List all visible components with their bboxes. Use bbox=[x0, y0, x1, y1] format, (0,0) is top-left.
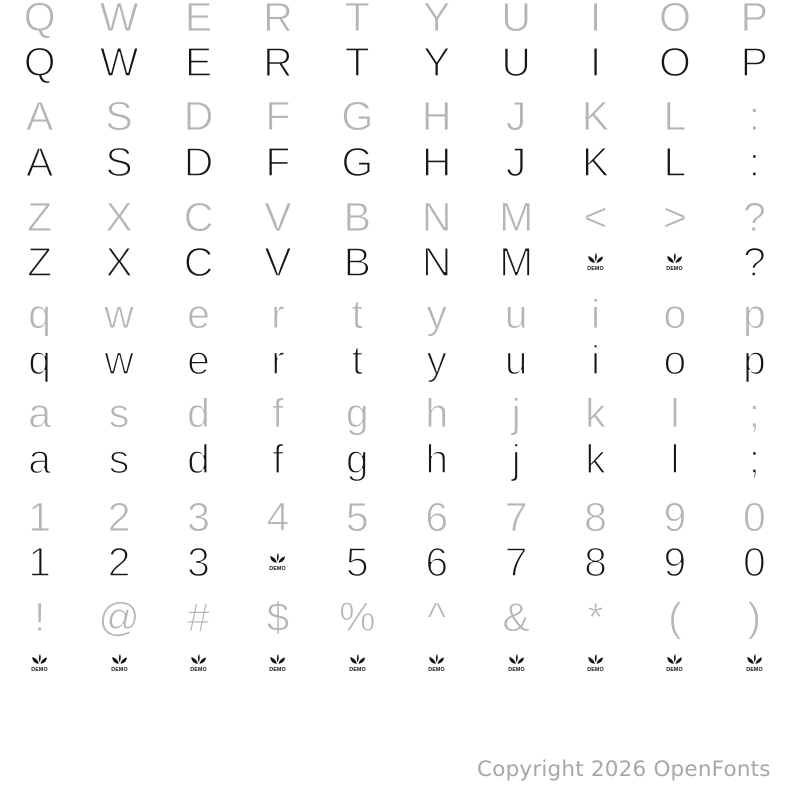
glyph-cell: a bbox=[28, 390, 52, 436]
glyph-cell: i bbox=[590, 291, 601, 337]
glyph-cell: o bbox=[663, 291, 687, 337]
glyph-cell: q bbox=[28, 291, 52, 337]
glyph-cell: ? bbox=[742, 239, 766, 285]
glyph-row bbox=[0, 0, 794, 40]
glyph-cell: e bbox=[187, 337, 210, 383]
glyph-cell: t bbox=[351, 337, 364, 383]
glyph-cell: t bbox=[351, 291, 364, 337]
glyph-cell: K bbox=[581, 93, 610, 139]
glyph-cell: F bbox=[265, 93, 291, 139]
glyph-cell: C bbox=[183, 194, 214, 240]
demo-ornament-icon bbox=[266, 551, 289, 571]
glyph-cell: K bbox=[581, 139, 610, 185]
glyph-cell: 6 bbox=[425, 539, 449, 585]
glyph-cell: d bbox=[187, 436, 210, 482]
demo-glyph-cell bbox=[715, 640, 794, 686]
glyph-cell: S bbox=[105, 93, 133, 139]
demo-label: DEMO bbox=[587, 266, 604, 271]
demo-glyph-cell bbox=[238, 640, 317, 686]
demo-glyph-cell bbox=[635, 239, 714, 285]
copyright-text: Copyright 2026 OpenFonts bbox=[477, 757, 771, 782]
demo-ornament-icon bbox=[425, 652, 448, 672]
glyph-cell: 2 bbox=[107, 539, 131, 585]
glyph-cell: Z bbox=[27, 194, 53, 240]
demo-ornament-icon bbox=[187, 652, 210, 672]
glyph-row bbox=[0, 594, 794, 640]
glyph-cell: a bbox=[28, 436, 52, 482]
glyph-cell: w bbox=[104, 337, 134, 383]
glyph-cell: W bbox=[99, 0, 139, 40]
glyph-cell: q bbox=[28, 337, 52, 383]
glyph-cell: B bbox=[343, 194, 371, 240]
glyph-cell: ! bbox=[34, 594, 46, 640]
glyph-cell: : bbox=[748, 93, 761, 139]
glyph-cell: h bbox=[425, 390, 449, 436]
demo-label: DEMO bbox=[190, 667, 207, 672]
glyph-cell: W bbox=[99, 39, 139, 85]
glyph-cell: r bbox=[271, 337, 285, 383]
glyph-row bbox=[0, 539, 794, 585]
demo-glyph-cell bbox=[556, 239, 635, 285]
glyph-cell: N bbox=[421, 239, 452, 285]
glyph-cell: d bbox=[187, 390, 210, 436]
glyph-cell: H bbox=[421, 139, 452, 185]
glyph-cell: E bbox=[184, 39, 213, 85]
glyph-cell: N bbox=[421, 194, 452, 240]
glyph-cell: < bbox=[583, 194, 608, 240]
glyph-cell: f bbox=[272, 436, 284, 482]
demo-ornament-icon bbox=[266, 652, 289, 672]
demo-ornament-icon bbox=[346, 652, 369, 672]
glyph-cell: T bbox=[344, 0, 370, 40]
glyph-cell: p bbox=[742, 291, 766, 337]
glyph-cell: 9 bbox=[663, 539, 687, 585]
glyph-row bbox=[0, 291, 794, 337]
demo-ornament-icon bbox=[28, 652, 51, 672]
glyph-cell: 5 bbox=[345, 539, 369, 585]
glyph-cell: B bbox=[343, 239, 371, 285]
demo-ornament-icon bbox=[584, 251, 607, 271]
glyph-cell: U bbox=[501, 39, 531, 85]
glyph-cell: 8 bbox=[584, 494, 607, 540]
glyph-cell: A bbox=[26, 139, 54, 185]
demo-ornament-icon bbox=[663, 652, 686, 672]
glyph-cell: E bbox=[184, 0, 213, 40]
glyph-row bbox=[0, 93, 794, 139]
glyph-cell: R bbox=[263, 39, 293, 85]
demo-ornament-icon bbox=[108, 652, 131, 672]
glyph-cell: L bbox=[663, 93, 687, 139]
glyph-cell: @ bbox=[98, 594, 140, 640]
glyph-cell: h bbox=[425, 436, 449, 482]
glyph-cell: i bbox=[590, 337, 601, 383]
glyph-row bbox=[0, 337, 794, 383]
glyph-row bbox=[0, 239, 794, 285]
glyph-cell: Y bbox=[423, 0, 451, 40]
glyph-cell: 7 bbox=[504, 494, 528, 540]
glyph-cell: s bbox=[108, 390, 130, 436]
glyph-cell: f bbox=[272, 390, 284, 436]
glyph-cell: Z bbox=[27, 239, 53, 285]
glyph-cell: T bbox=[344, 39, 370, 85]
glyph-cell: j bbox=[511, 390, 521, 436]
glyph-cell: S bbox=[105, 139, 133, 185]
glyph-cell: * bbox=[587, 594, 604, 640]
glyph-cell: l bbox=[670, 390, 680, 436]
glyph-cell: J bbox=[505, 93, 527, 139]
glyph-cell: F bbox=[265, 139, 291, 185]
glyph-cell: s bbox=[108, 436, 130, 482]
glyph-cell: 2 bbox=[107, 494, 131, 540]
glyph-cell: Q bbox=[23, 39, 56, 85]
glyph-cell: ; bbox=[748, 390, 761, 436]
glyph-cell: U bbox=[501, 0, 531, 40]
glyph-cell: P bbox=[740, 39, 769, 85]
demo-glyph-cell bbox=[556, 640, 635, 686]
glyph-row bbox=[0, 194, 794, 240]
glyph-cell: o bbox=[663, 337, 687, 383]
glyph-cell: D bbox=[183, 139, 214, 185]
glyph-cell: V bbox=[264, 194, 292, 240]
demo-glyph-cell bbox=[318, 640, 397, 686]
glyph-cell: u bbox=[504, 291, 528, 337]
demo-label: DEMO bbox=[269, 566, 287, 571]
glyph-cell: $ bbox=[266, 594, 290, 640]
demo-glyph-cell bbox=[159, 640, 238, 686]
glyph-row bbox=[0, 39, 794, 85]
glyph-cell: M bbox=[499, 194, 534, 240]
glyph-cell: L bbox=[663, 139, 687, 185]
demo-label: DEMO bbox=[349, 667, 366, 672]
glyph-cell: l bbox=[670, 436, 680, 482]
glyph-cell: & bbox=[502, 594, 530, 640]
glyph-cell: 6 bbox=[425, 494, 449, 540]
glyph-cell: y bbox=[426, 337, 447, 383]
glyph-cell: 0 bbox=[742, 539, 766, 585]
glyph-cell: G bbox=[341, 93, 374, 139]
glyph-cell: 4 bbox=[266, 494, 290, 540]
glyph-cell: O bbox=[659, 39, 691, 85]
glyph-cell: 1 bbox=[28, 539, 52, 585]
demo-label: DEMO bbox=[666, 266, 684, 271]
glyph-cell: R bbox=[263, 0, 293, 40]
glyph-cell: g bbox=[345, 436, 369, 482]
glyph-cell: H bbox=[421, 93, 452, 139]
demo-ornament-icon bbox=[663, 251, 686, 271]
demo-glyph-cell bbox=[397, 640, 476, 686]
glyph-cell: p bbox=[742, 337, 766, 383]
glyph-row bbox=[0, 640, 794, 686]
glyph-cell: G bbox=[341, 139, 374, 185]
glyph-cell: 7 bbox=[504, 539, 528, 585]
demo-label: DEMO bbox=[428, 667, 446, 672]
glyph-cell: r bbox=[271, 291, 285, 337]
glyph-row bbox=[0, 494, 794, 540]
demo-label: DEMO bbox=[666, 667, 684, 672]
glyph-cell: 5 bbox=[345, 494, 369, 540]
glyph-cell: 0 bbox=[742, 494, 766, 540]
glyph-cell: I bbox=[589, 39, 602, 85]
glyph-cell: k bbox=[585, 390, 606, 436]
glyph-cell: P bbox=[740, 0, 769, 40]
demo-glyph-cell bbox=[0, 640, 79, 686]
demo-label: DEMO bbox=[269, 667, 287, 672]
glyph-cell: e bbox=[187, 291, 210, 337]
glyph-cell: V bbox=[264, 239, 292, 285]
glyph-cell: # bbox=[187, 594, 210, 640]
glyph-cell: Y bbox=[423, 39, 451, 85]
glyph-cell: 9 bbox=[663, 494, 687, 540]
glyph-cell: J bbox=[505, 139, 527, 185]
glyph-cell: j bbox=[511, 436, 521, 482]
demo-ornament-icon bbox=[743, 652, 766, 672]
demo-ornament-icon bbox=[505, 652, 528, 672]
glyph-cell: % bbox=[339, 594, 376, 640]
demo-label: DEMO bbox=[110, 667, 128, 672]
glyph-cell: A bbox=[26, 93, 54, 139]
glyph-cell: > bbox=[662, 194, 687, 240]
glyph-cell: ; bbox=[748, 436, 761, 482]
demo-glyph-cell bbox=[476, 640, 555, 686]
glyph-row bbox=[0, 390, 794, 436]
demo-label: DEMO bbox=[507, 667, 525, 672]
glyph-cell: C bbox=[183, 239, 214, 285]
glyph-cell: ( bbox=[668, 594, 682, 640]
glyph-cell: 8 bbox=[584, 539, 607, 585]
glyph-cell: D bbox=[183, 93, 214, 139]
glyph-cell: X bbox=[105, 194, 133, 240]
glyph-cell: Q bbox=[23, 0, 56, 40]
demo-glyph-cell bbox=[238, 539, 317, 585]
demo-label: DEMO bbox=[746, 667, 763, 672]
glyph-cell: ^ bbox=[427, 594, 447, 640]
demo-label: DEMO bbox=[31, 667, 48, 672]
glyph-cell: y bbox=[426, 291, 447, 337]
glyph-cell: u bbox=[504, 337, 528, 383]
demo-label: DEMO bbox=[587, 667, 604, 672]
glyph-cell: : bbox=[748, 139, 761, 185]
glyph-cell: M bbox=[499, 239, 534, 285]
glyph-cell: 1 bbox=[28, 494, 52, 540]
demo-glyph-cell bbox=[635, 640, 714, 686]
demo-glyph-cell bbox=[79, 640, 158, 686]
glyph-row bbox=[0, 436, 794, 482]
glyph-cell: g bbox=[345, 390, 369, 436]
glyph-cell: ? bbox=[742, 194, 766, 240]
glyph-cell: I bbox=[589, 0, 602, 40]
glyph-cell: O bbox=[659, 0, 691, 40]
glyph-cell: w bbox=[104, 291, 134, 337]
glyph-cell: 3 bbox=[187, 539, 210, 585]
glyph-row bbox=[0, 139, 794, 185]
glyph-cell: ) bbox=[747, 594, 762, 640]
demo-ornament-icon bbox=[584, 652, 607, 672]
glyph-cell: X bbox=[105, 239, 133, 285]
glyph-cell: 3 bbox=[187, 494, 210, 540]
glyph-cell: k bbox=[585, 436, 606, 482]
